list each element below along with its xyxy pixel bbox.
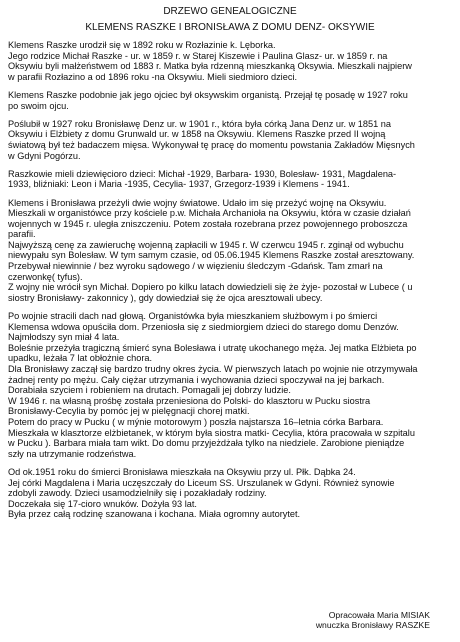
text-line: Klemens Raszke urodził się w 1892 roku w Rozłazinie k. Lęborka. bbox=[8, 40, 276, 50]
text-line: Przebywał niewinnie / bez wyroku sądowego / w więzieniu śledczym -Gdańsk. Tam zmarł na bbox=[8, 261, 383, 272]
author-signature bbox=[316, 610, 430, 631]
text-line: Bronisławy-Cecylia by pomóc jej w pielęgnacji chorej matki. bbox=[8, 406, 250, 417]
text-line: Oksywiu byli małżeństwem od 1883 r. Matka była rdzenną mieszkanką Oksywia. Mieszkali najpierw bbox=[8, 61, 412, 72]
text-line: Jej córki Magdalena i Maria uczęszczały do Liceum SS. Urszulanek w Gdyni. Również synowie bbox=[8, 477, 395, 488]
text-line: Oksywiu i Elżbiety z domu Grunwald ur. w 1858 na Oksywiu. Klemens Raszke przed II wojną bbox=[8, 129, 386, 140]
text-line: Najmłodszy syn miał 4 lata. bbox=[8, 332, 120, 343]
text-line: w Pucku ). Barbara miała tam wikt. Do domu przyjeżdżała tylko na niedziele. Zarobione pieniądze bbox=[8, 438, 405, 449]
text-line: Klemens i Bronisława przeżyli dwie wojny światowe. Udało im się przeżyć wojnę na Oksywiu. bbox=[8, 197, 387, 208]
text-line: Od ok.1951 roku do śmierci Bronisława mieszkała na Oksywiu przy ul. Płk. Dąbka 24. bbox=[8, 466, 356, 477]
text-line: Z wojny nie wrócił syn Michał. Dopiero po kilku latach dowiedzieli się że żyje- pozostał w Lubece ( u bbox=[8, 282, 413, 293]
text-line: Mieszkali w organistówce przy kościele p.w. Michała Archanioła na Oksywiu, która w czasie działań bbox=[8, 208, 411, 219]
paragraph bbox=[8, 40, 452, 82]
document-body bbox=[8, 40, 452, 520]
paragraph bbox=[8, 169, 452, 190]
text-line: Jego rodzice Michał Raszke - ur. w 1859 r. w Starej Kiszewie i Paulina Glasz- ur. w 1859 r. na bbox=[8, 50, 388, 61]
text-line: czerwonkę( tyfus). bbox=[8, 271, 83, 282]
paragraph bbox=[8, 198, 452, 304]
text-line: Klemensa wdowa opuściła dom. Przeniosła się z siedmiorgiem dzieci do starego domu Denzów. bbox=[8, 321, 399, 332]
text-line: Poślubił w 1927 roku Bronisławę Denz ur. w 1901 r., która była córką Jana Denz ur. w 1851 na bbox=[8, 118, 392, 129]
text-line: w parafii Rozłazino a od 1896 roku -na Oksywiu. Mieli siedmioro dzieci. bbox=[8, 71, 298, 82]
text-line: W 1946 r. na własną prośbę została przeniesiona do Polski- do klasztoru w Pucku siostra bbox=[8, 395, 371, 406]
author-relation-line: wnuczka Bronisławy RASZKE bbox=[315, 620, 430, 631]
text-line: żadnej renty po mężu. Cały ciężar utrzymania i wychowania dzieci spoczywał na jej barkach. bbox=[8, 374, 385, 385]
text-line: Doczekała się 17-cioro wnuków. Dożyła 93 lat. bbox=[8, 498, 197, 509]
text-line: siostry Bronisławy- zakonnicy ), gdy dowiedział się że ojca aresztowali ubecy. bbox=[8, 292, 323, 303]
text-line: niewypału syn Bolesław. W tym samym czasie, od 05.06.1945 Klemens Raszke został aresztowany. bbox=[8, 250, 415, 261]
text-line: Dorabiała szyciem i robieniem na drutach. Pomagali jej dobrzy ludzie. bbox=[8, 385, 291, 396]
text-line: Dla Bronisławy zaczął się bardzo trudny okres życia. W pierwszych latach po wojnie nie otrzymywała bbox=[8, 364, 418, 374]
author-line: Opracowała Maria MISIAK bbox=[328, 610, 430, 620]
text-line: w Gdyni Pogórzu. bbox=[8, 150, 81, 161]
text-line: zdobyli zawody. Dzieci usamodzielniły się i pozakładały rodziny. bbox=[8, 488, 267, 499]
text-line: Raszkowie mieli dziewięcioro dzieci: Michał -1929, Barbara- 1930, Bolesław- 1931, Magdalena- bbox=[8, 168, 397, 179]
text-line: upadku, leżała 7 lat obłożnie chora. bbox=[8, 353, 153, 364]
document-title: DRZEWO GENEALOGICZNE bbox=[163, 6, 297, 17]
paragraph bbox=[8, 311, 452, 459]
document-subtitle: KLEMENS RASZKE I BRONISŁAWA Z DOMU DENZ- OKSYWIE bbox=[85, 22, 375, 33]
paragraph bbox=[8, 467, 452, 520]
text-line: Po wojnie stracili dach nad głową. Organistówka była mieszkaniem służbowym i po śmierci bbox=[8, 311, 378, 322]
text-line: wojennych w 1945 r. uległa zniszczeniu. Potem została rozebrana przez powojennego proboszcza bbox=[8, 218, 408, 229]
text-line: po swoim ojcu. bbox=[8, 100, 69, 111]
paragraph bbox=[8, 119, 452, 161]
text-line: parafii. bbox=[8, 229, 36, 240]
text-line: Klemens Raszke podobnie jak jego ojciec był oksywskim organistą. Przejął tę posadę w 1927 roku bbox=[8, 89, 408, 100]
text-line: światową był też badaczem mięsa. Wykonywał tę pracę do momentu powstania Zakładów Mięsnych bbox=[8, 139, 415, 150]
text-line: Boleśnie przeżyła tragiczną śmierć syna Bolesława i utratę ukochanego męża. Jej matka Elżbieta po bbox=[8, 342, 417, 353]
text-line: szły na utrzymanie rodzeństwa. bbox=[8, 448, 137, 459]
text-line: 1933, bliźniaki: Leon i Maria -1935, Cecylia- 1937, Grzegorz-1939 i Klemens - 1941. bbox=[8, 179, 350, 190]
text-line: Potem do pracy w Pucku ( w mýnie motorowym ) poszła najstarsza 16–letnia córka Barbara. bbox=[8, 416, 384, 427]
paragraph bbox=[8, 90, 452, 111]
text-line: Była przez całą rodzinę szanowana i kochana. Miała ogromny autorytet. bbox=[8, 509, 301, 520]
text-line: Najwyższą cenę za zawieruchę wojenną zapłacili w 1945 r. W czerwcu 1945 r. zginął od wybuchu bbox=[8, 239, 404, 250]
text-line: Mieszkała w klasztorze elżbietanek, w którym była siostra matki- Cecylia, która pracowała w szpitalu bbox=[8, 427, 415, 438]
